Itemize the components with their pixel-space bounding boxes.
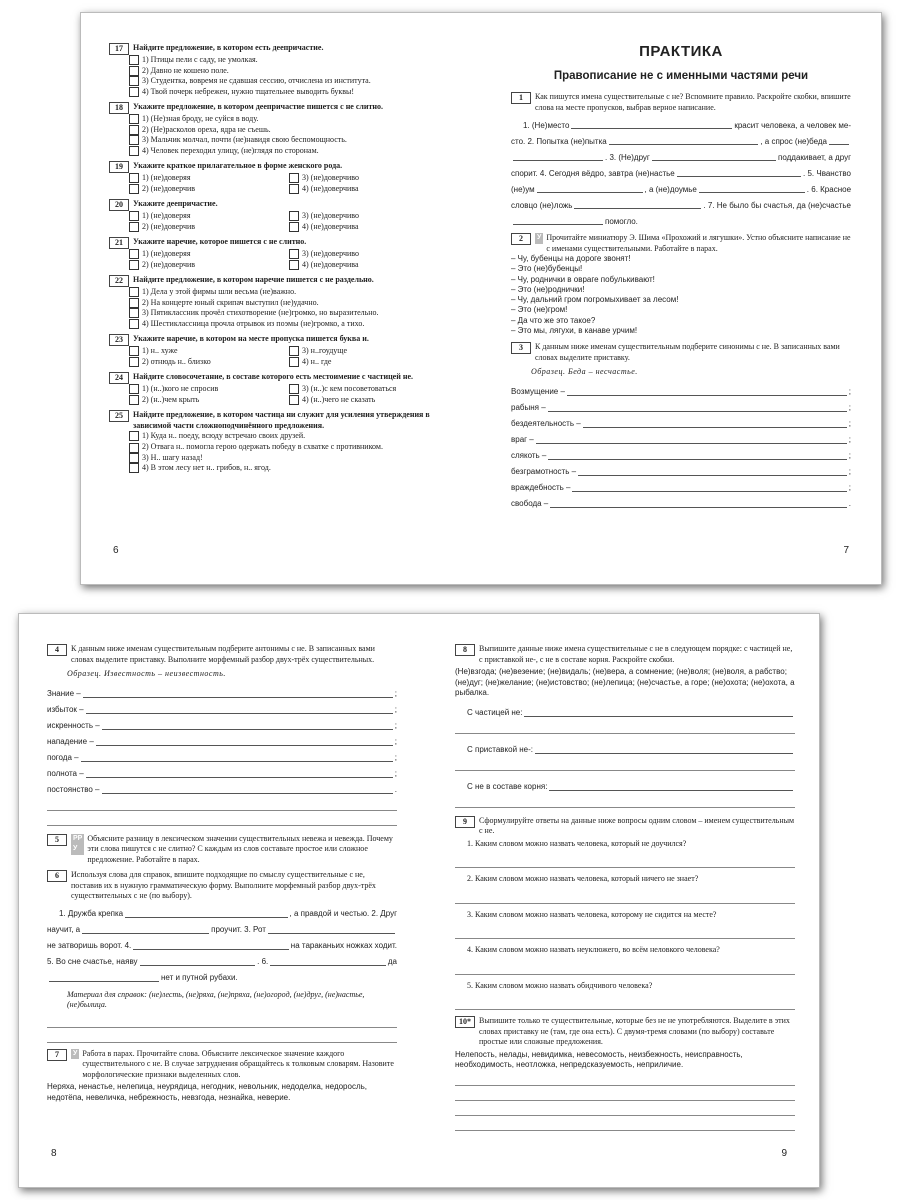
checkbox[interactable] [129,384,139,394]
answer-option[interactable]: 2) Отвага н.. помогла герою одержать победу в схватке с противником. [129,442,449,453]
bottom-spread [18,613,820,1188]
task-text: Укажите краткое прилагательное в форме женского рода. [133,161,343,170]
answer-option[interactable]: 3) Мальчик молчал, почти (не)навидя свою беспомощность. [129,135,449,146]
answer-blank[interactable] [96,745,393,746]
answer-option[interactable]: 1) Дела у этой фирмы шли весьма (не)важно. [129,287,449,298]
answer-option[interactable]: 3) Студентка, вовремя не сдавшая сессию, отчислена из института. [129,76,449,87]
answer-blank[interactable] [140,965,256,966]
task-24 [109,372,449,405]
task-text: Укажите предложение, в котором деепричастие пишется с не слитно. [133,102,384,111]
answer-option[interactable]: 3) н..гоудуще [289,346,449,357]
task-text: Выпишите данные ниже имена существительные с не в следующем порядке: с частицей не, с приставкой не-, с не в составе корня. Раскройте скобки. [479,644,793,664]
task-text: Объясните разницу в лексическом значении существительных невежа и невежда. Почему эти слова пишутся с не слитно? С каждым из слов составьте простое или сложное предложение. Работайте в парах. [87,833,393,864]
answer-blank[interactable] [571,128,732,129]
answer-blank[interactable] [455,849,795,868]
answer-blank[interactable] [455,920,795,939]
task-3: 3 К данным ниже именам существительным подберите синонимы с не. В записанных вами словах выделите приставку. Образец. Беда – несчастье. Возмущение – ; рабыня – ; бездеятельность – ; враг – ; слякоть – ; безграмотность – ; враждебность – ; свобода – . [511,342,851,509]
answer-blank[interactable] [583,427,847,428]
checkbox[interactable] [129,114,139,124]
checkbox[interactable] [129,453,139,463]
checkbox[interactable] [289,184,299,194]
answer-blank[interactable] [567,395,847,396]
page-number: 7 [843,545,849,556]
answer-blank[interactable] [548,411,847,412]
question: 4. Каким словом можно назвать неуклюжего, во всём неловкого человека? [467,945,720,954]
section-subheading: Правописание не с именными частями речи [553,70,809,82]
answer-option[interactable]: 4) н.. где [289,357,449,368]
pair-work-badge: РР У [71,834,84,855]
task-19 [109,161,449,194]
task-text: Найдите предложение, в котором есть деепричастие. [133,43,324,52]
task-number: 6 [47,870,67,882]
pair-work-badge: У [535,233,543,244]
answer-blank[interactable] [81,761,393,762]
answer-blank[interactable] [550,507,847,508]
task-2: 2 У Прочитайте миниатюру Э. Шима «Прохожий и лягушки». Устно объясните написание не с именами существительными. Работайте в парах. – Чу, бубенцы на дороге звонят! – Это (не)бубенцы! – Чу, роднички в овраге побулькивают! – Это (не)роднички! – Чу, дальний гром погромыхивает за лесом! – Это (не)гром! – Да что же это такое? – Это мы, лягухи, в канаве урчим! [511,233,851,336]
answer-option[interactable]: 1) Куда н.. поеду, всюду встречаю своих друзей. [129,431,449,442]
answer-blank[interactable] [548,459,846,460]
task-text: Найдите словосочетание, в составе которого есть местоимение с частицей не. [133,372,413,381]
checkbox[interactable] [289,384,299,394]
answer-blank[interactable] [47,811,397,826]
checkbox[interactable] [129,222,139,232]
task-number: 18 [109,102,129,114]
answer-blank[interactable] [549,790,793,791]
checkbox[interactable] [129,135,139,145]
question: 2. Каким словом можно назвать человека, который ничего не знает? [467,874,699,883]
checkbox[interactable] [129,443,139,453]
task-number: 2 [511,233,531,245]
task-text: К данным ниже именам существительным подберите синонимы с не. В записанных вами словах выделите приставку. [535,342,840,362]
task-9 [455,816,795,1011]
task-number: 4 [47,644,67,656]
answer-option[interactable]: 1) (не)доверяя [129,173,289,184]
checkbox[interactable] [289,222,299,232]
checkbox[interactable] [129,87,139,97]
checkbox[interactable] [129,287,139,297]
sample: Образец. Известность – неизвестность. [67,669,226,678]
answer-option[interactable]: 4) (н..)чего не сказать [289,395,449,406]
answer-blank[interactable] [47,1013,397,1028]
page-number: 6 [113,545,119,556]
question: 5. Каким словом можно назвать обидчивого человека? [467,980,653,990]
checkbox[interactable] [129,308,139,318]
answer-blank[interactable] [455,885,795,904]
checkbox[interactable] [129,357,139,367]
task-number: 9 [455,816,475,828]
answer-option[interactable]: 1) (не)доверяя [129,249,289,260]
answer-blank[interactable] [49,981,159,982]
checkbox[interactable] [289,249,299,259]
word-list: Нелепость, нелады, невидимка, невесомость, неизбежность, неисправность, необходимость, неотложка, непредсказуемость, неприличие. [455,1049,743,1069]
task-text: Работа в парах. Прочитайте слова. Объясните лексическое значение каждого существительного с не. В случае затруднения обращайтесь к толковым словарям. Назовите морфологические признаки выделенных слов. [82,1048,394,1079]
answer-option[interactable]: 4) В этом лесу нет н.. грибов, н.. ягод. [129,463,449,474]
task-4: 4 К данным ниже именам существительным подберите антонимы с не. В записанных вами словах выделите приставку. Выполните морфемный разбор двух-трёх существительных. Образец. Известность – неизвестность. Знание – ; избыток – ; искренность – ; нападение – ; погода – ; полнота – ; постоянство – . [47,644,397,826]
checkbox[interactable] [129,211,139,221]
answer-blank[interactable] [535,753,793,754]
answer-blank[interactable] [455,1101,795,1116]
answer-option[interactable]: 4) (не)доверчива [289,260,449,271]
answer-option[interactable]: 2) (не)доверчив [129,222,289,233]
section-heading: ПРАКТИКА [639,43,723,60]
answer-option[interactable]: 4) (не)доверчива [289,222,449,233]
task-6: 6 Используя слова для справок, впишите подходящие по смыслу существительные с не, поставив их в нужную грамматическую форму. Выполните морфемный разбор двух-трёх существительных с не (по выбору). 1. Дружба крепка , а правдой и честью. 2. Друг научит, а проучит. 3. Рот не затворишь ворот. 4. на тараканьих ножках ходит. 5. Во сне счастье, наяву . 6. да нет и путной рубахи. Материал для справок: (не)лесть, (не)ряха, (не)пряха, (не)огород, (не)друг, (не)настье, (не)былица. [47,870,397,1043]
checkbox[interactable] [129,463,139,473]
answer-option[interactable]: 3) (не)доверчиво [289,211,449,222]
answer-option[interactable]: 4) (не)доверчива [289,184,449,195]
answer-blank[interactable] [609,144,759,145]
answer-blank[interactable] [572,491,846,492]
task-8: 8 Выпишите данные ниже имена существительные с не в следующем порядке: с частицей не, с приставкой не-, с не в составе корня. Раскройте скобки. (Не)взгода; (не)везение; (не)видаль; (не)вера, а сомнение; (не)воля; (не)воля, а рабство; (не)дуг; (не)желание; (не)истовство; (не)лепица; (не)счастье, а горе; (не)охота; (не)охота, а рыбалка. С частицей не: С приставкой не-: С не в составе корня: [455,644,795,808]
checkbox[interactable] [129,260,139,270]
answer-option[interactable]: 2) (н..)чем крыть [129,395,289,406]
answer-blank[interactable] [102,793,393,794]
task-number: 10* [455,1016,475,1028]
checkbox[interactable] [129,55,139,65]
answer-blank[interactable] [455,793,795,808]
page-8 [47,644,397,1187]
answer-blank[interactable] [47,796,397,811]
task-text: Найдите предложение, в котором частица ни служит для усиления утверждения в зависимой части сложноподчинённого предложения. [133,410,430,430]
task-text: Укажите наречие, в котором на месте пропуска пишется буква и. [133,334,369,343]
answer-blank[interactable] [86,777,393,778]
checkbox[interactable] [289,211,299,221]
task-number: 1 [511,92,531,104]
answer-option[interactable]: 2) (не)доверчив [129,184,289,195]
task-text: К данным ниже именам существительным подберите антонимы с не. В записанных вами словах выделите приставку. Выполните морфемный разбор двух-трёх существительных. [71,644,375,664]
checkbox[interactable] [129,146,139,156]
task-17 [109,43,449,97]
checkbox[interactable] [129,249,139,259]
checkbox[interactable] [289,395,299,405]
answer-blank[interactable] [455,1116,795,1131]
question: 1. Каким словом можно назвать человека, который не доучился? [467,838,687,848]
answer-blank[interactable] [699,192,805,193]
task-1: 1 Как пишутся имена существительные с не? Вспомните правило. Раскройте скобки, впишите слова на месте пропусков, выбрав верное написание. 1. (Не)место красит человека, а человек ме- сто. 2. Попытка (не)пытка , а спрос (не)беда . 3. (Не)друг поддакивает, а друг спорит. 4. Сегодня вёдро, завтра (не)настье . 5. Чванство (не)ум , а (не)доумье . 6. Красное словцо (не)ложь . 7. Не было бы счастья, да (не)счастье помогло. [511,92,852,226]
answer-option[interactable]: 3) (не)доверчиво [289,173,449,184]
task-number: 20 [109,199,129,211]
task-number: 19 [109,161,129,173]
answer-blank[interactable] [125,917,287,918]
answer-option[interactable]: 4) Человек переходил улицу, (не)глядя по сторонам. [129,146,449,157]
task-number: 17 [109,43,129,55]
answer-option[interactable]: 1) (Не)зная броду, не суйся в воду. [129,114,449,125]
answer-blank[interactable] [268,933,395,934]
task-18 [109,102,449,156]
task-number: 21 [109,237,129,249]
answer-option[interactable]: 3) (не)доверчиво [289,249,449,260]
word-list: (Не)взгода; (не)везение; (не)видаль; (не)вера, а сомнение; (не)воля; (не)воля, а рабство; (не)дуг; (не)желание; (не)истовство; (не)лепица; (не)счастье, а горе; (не)охота; (не)охота, а рыбалка. [455,667,795,697]
answer-blank[interactable] [524,716,793,717]
answer-option[interactable]: 1) (не)доверяя [129,211,289,222]
task-text: Выпишите только те существительные, которые без не не употребляются. Выделите в этих словах приставку не (там, где она есть). С двумя-тремя словами (по выбору) составьте простые или сложные предложения. [479,1016,790,1046]
checkbox[interactable] [129,66,139,76]
answer-blank[interactable] [455,956,795,975]
task-number: 25 [109,410,129,422]
task-10 [455,1016,795,1131]
word-list: Неряха, ненастье, нелепица, неурядица, негодник, невольник, недоделка, недоросль, недотёпа, невеличка, небрежность, невзгода, незнайка, неверие. [47,1082,368,1102]
sample: Образец. Беда – несчастье. [531,367,638,377]
checkbox[interactable] [129,298,139,308]
reference-material: Материал для справок: (не)лесть, (не)ряха, (не)пряха, (не)огород, (не)друг, (не)настье, (не)былица. [67,989,365,1009]
answer-option[interactable]: 1) (н..)кого не спросив [129,384,289,395]
checkbox[interactable] [129,184,139,194]
task-text: Прочитайте миниатюру Э. Шима «Прохожий и лягушки». Устно объясните написание не с именами существительными. Работайте в парах. [546,233,851,253]
answer-option[interactable]: 4) Твой почерк небрежен, нужно тщательнее выводить буквы! [129,87,449,98]
task-text: Укажите наречие, которое пишется с не слитно. [133,237,307,246]
task-number: 3 [511,342,531,354]
task-25 [109,410,449,474]
task-number: 23 [109,334,129,346]
answer-blank[interactable] [47,1028,397,1043]
pair-work-badge: У [71,1049,79,1060]
answer-option[interactable]: 2) На концерте юный скрипач выступил (не)удачно. [129,298,449,309]
checkbox[interactable] [129,431,139,441]
page-number: 9 [781,1148,787,1159]
answer-option[interactable]: 2) (не)доверчив [129,260,289,271]
page-number: 8 [51,1148,57,1159]
task-text: Укажите деепричастие. [133,199,218,208]
answer-option[interactable]: 2) Давно не кошено поле. [129,66,449,77]
answer-blank[interactable] [270,965,386,966]
answer-blank[interactable] [574,208,701,209]
checkbox[interactable] [289,260,299,270]
answer-blank[interactable] [133,949,289,950]
answer-blank[interactable] [677,176,801,177]
answer-option[interactable]: 1) Птицы пели с саду, не умолкая. [129,55,449,66]
checkbox[interactable] [289,346,299,356]
task-text: Найдите предложение, в котором наречие пишется с не раздельно. [133,275,374,284]
task-7 [47,1049,397,1104]
checkbox[interactable] [289,173,299,183]
task-text: Сформулируйте ответы на данные ниже вопросы одним словом – именем существительным с не. [479,815,795,835]
answer-blank[interactable] [455,756,795,771]
answer-option[interactable]: 3) (н..)с кем посоветоваться [289,384,449,395]
answer-blank[interactable] [82,933,209,934]
answer-option[interactable]: 4) Шестиклассница прочла отрывок из поэмы (не)громко, а тихо. [129,319,449,330]
answer-blank[interactable] [513,224,603,225]
task-number: 22 [109,275,129,287]
answer-blank[interactable] [537,192,643,193]
task-5 [47,834,397,866]
answer-blank[interactable] [652,160,776,161]
task-20 [109,199,449,232]
task-22 [109,275,449,329]
task-number: 24 [109,372,129,384]
answer-option[interactable]: 2) (Не)расколов ореха, ядра не съешь. [129,125,449,136]
checkbox[interactable] [129,125,139,135]
task-number: 8 [455,644,475,656]
answer-blank[interactable] [513,160,603,161]
checkbox[interactable] [129,76,139,86]
task-text: Используя слова для справок, впишите подходящие по смыслу существительные с не, поставив их в нужную грамматическую форму. Выполните морфемный разбор двух-трёх существительных с не (по выбору). [71,870,376,900]
checkbox[interactable] [129,319,139,329]
answer-blank[interactable] [829,144,849,145]
task-number: 5 [47,834,67,846]
top-spread [80,12,882,585]
answer-blank[interactable] [83,697,393,698]
checkbox[interactable] [129,173,139,183]
answer-blank[interactable] [578,475,847,476]
question: 3. Каким словом можно назвать человека, которому не сидится на месте? [467,909,717,919]
task-number: 7 [47,1049,67,1061]
answer-option[interactable]: 3) Н.. шагу назад! [129,453,449,464]
answer-option[interactable]: 1) н.. хуже [129,346,289,357]
answer-blank[interactable] [536,443,847,444]
checkbox[interactable] [129,346,139,356]
answer-blank[interactable] [455,1071,795,1086]
page-7 [511,43,851,584]
task-23 [109,334,449,367]
answer-blank[interactable] [86,713,393,714]
answer-blank[interactable] [455,1086,795,1101]
answer-blank[interactable] [102,729,393,730]
answer-blank[interactable] [455,991,795,1010]
task-21 [109,237,449,270]
answer-option[interactable]: 2) отнюдь н.. близко [129,357,289,368]
answer-option[interactable]: 3) Пятиклассник прочёл стихотворение (не)громко, но выразительно. [129,308,449,319]
checkbox[interactable] [289,357,299,367]
page-9 [455,644,795,1187]
page-6 [109,43,449,584]
answer-blank[interactable] [455,719,795,734]
task-text: Как пишутся имена существительные с не? Вспомните правило. Раскройте скобки, впишите слова на месте пропусков, выбрав верное написание. [535,92,851,112]
checkbox[interactable] [129,395,139,405]
